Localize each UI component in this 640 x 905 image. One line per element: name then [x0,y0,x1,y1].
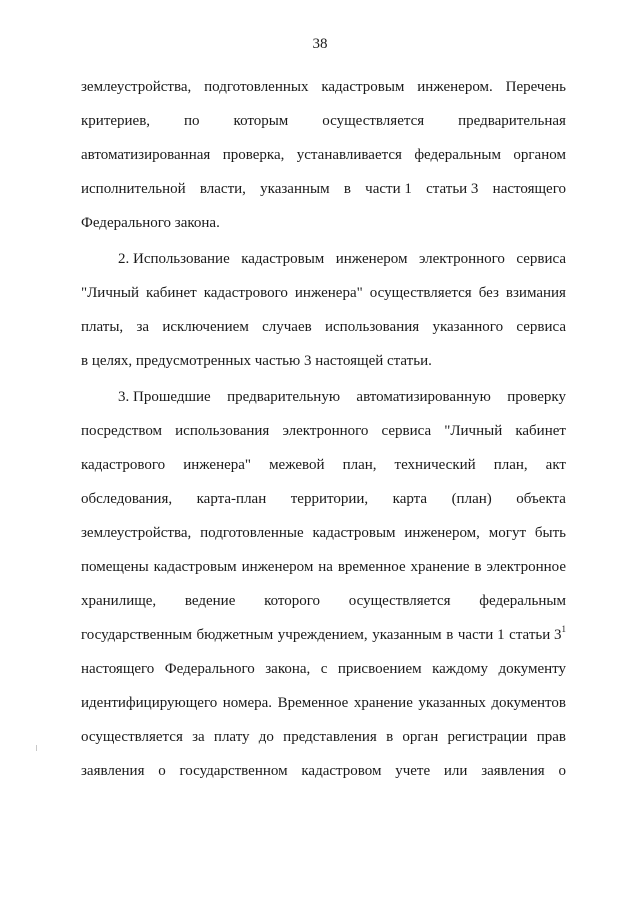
body-text [81,70,566,788]
text-line [81,482,566,516]
word: указанным [372,627,442,643]
word: Перечень [505,79,566,95]
word: план, [493,457,528,473]
word: заявления [81,763,145,779]
word: по [184,113,200,129]
word: статьи $3^1$ [509,624,566,643]
word: настоящего [81,661,155,677]
word: инженером, [404,525,480,541]
word: взимания [505,285,566,301]
word: электронное [486,559,566,575]
text-line [81,380,566,414]
word: электронного [418,251,505,267]
word: федеральным [414,147,501,163]
text-line [81,242,566,276]
word: осуществляется [322,113,425,129]
word: в [446,627,454,643]
footnote-mark: 1 [561,624,566,634]
word: устанавливается [296,147,402,163]
word: хранение [353,695,413,711]
word: присвоением [337,661,422,677]
text-line [81,414,566,448]
word: закона, [265,661,311,677]
text-line [81,550,566,584]
word: электронного [282,423,369,439]
word: подготовленных [204,79,309,95]
word: бюджетным [196,627,274,643]
word: проверку [507,389,566,405]
text-line [81,516,566,550]
word: предварительную [227,389,341,405]
word: указанного [432,319,504,335]
word: межевой [269,457,325,473]
word: использования [324,319,420,335]
word: настоящего [492,181,566,197]
word: документов [491,695,566,711]
word: автоматизированную [356,389,491,405]
word: обследования, [81,491,173,507]
word: документу [498,661,566,677]
word: на [318,559,333,575]
word: сервиса [516,319,566,335]
word: с [320,661,328,677]
word: идентифицирующего [81,695,218,711]
word: могут [488,525,526,541]
word: в [343,181,351,197]
word: каждому [432,661,488,677]
word: власти, [199,181,246,197]
word: части 1 [365,181,412,197]
word: Федерального закона. [81,215,220,231]
word: землеустройства, [81,525,192,541]
word: проверка, [222,147,285,163]
word: государственным [81,627,192,643]
word: орган [402,729,439,745]
word: осуществляется [348,593,451,609]
word: критериев, [81,113,151,129]
word: случаев [262,319,312,335]
word: инженером [241,559,314,575]
word: карта-план [196,491,267,507]
word: кадастровым [312,525,396,541]
word: исключением [162,319,249,335]
word: 3. Прошедшие [118,389,211,405]
text-line [81,618,566,652]
text-line [81,448,566,482]
word: кадастрового [203,285,288,301]
word: указанным [260,181,330,197]
text-line [81,138,566,172]
word: за [136,319,150,335]
word: территории, [290,491,369,507]
text-line [81,720,566,754]
word: учете [395,763,431,779]
paragraph [81,242,566,378]
word: платы, [81,319,124,335]
word: использования [175,423,270,439]
word: инженером [335,251,408,267]
word: акт [545,457,566,473]
word: в [474,559,482,575]
word: органом [513,147,566,163]
margin-mark [36,745,37,751]
word: части 1 [457,627,505,643]
word: сервиса [516,251,566,267]
word: Временное [277,695,349,711]
word: кадастровым [241,251,325,267]
word: до [258,729,274,745]
page-number: 38 [312,36,328,52]
word: кадастровом [301,763,382,779]
word: учреждением, [277,627,368,643]
word: о [158,763,166,779]
word: кадастровым [321,79,405,95]
word: регистрации [447,729,528,745]
word: или [443,763,468,779]
word: о [558,763,566,779]
word: подготовленные [200,525,304,541]
word: ведение [184,593,236,609]
word: статьи 3 [426,181,479,197]
word: указанных [418,695,486,711]
word: быть [534,525,566,541]
word: инженером. [417,79,493,95]
text-line [81,276,566,310]
word: в целях, предусмотренных частью 3 настоящей статьи. [81,353,432,369]
word: помещены [81,559,149,575]
word: кабинет [515,423,566,439]
word: представления [283,729,377,745]
text-line [81,584,566,618]
word: без [478,285,499,301]
word: которым [233,113,289,129]
word: объекта [516,491,566,507]
word: за [192,729,205,745]
word: осуществляется [369,285,472,301]
paragraph [81,70,566,240]
word: федеральным [479,593,566,609]
text-line [81,344,566,378]
word: инженера" [183,457,252,473]
word: осуществляется [81,729,183,745]
text-line [81,104,566,138]
word: государственном [179,763,288,779]
word: автоматизированная [81,147,211,163]
word: кабинет [146,285,197,301]
word: номера. [222,695,273,711]
text-line [81,686,566,720]
word: хранилище, [81,593,157,609]
word: план, [342,457,377,473]
word: исполнительной [81,181,186,197]
word: сервиса [381,423,432,439]
text-line [81,206,566,240]
word: предварительная [458,113,566,129]
word: Федерального [164,661,255,677]
text-line [81,70,566,104]
word: кадастровым [153,559,237,575]
text-line [81,754,566,788]
word: в [386,729,394,745]
word: прав [536,729,566,745]
word: кадастрового [81,457,166,473]
word: (план) [451,491,492,507]
text-line [81,172,566,206]
text-line [81,310,566,344]
paragraph [81,380,566,788]
word: инженера" [294,285,363,301]
word: которого [264,593,321,609]
word: технический [394,457,476,473]
word: плату [213,729,250,745]
word: посредством [81,423,163,439]
word: землеустройства, [81,79,192,95]
word: "Личный [444,423,503,439]
word: заявления [481,763,545,779]
word: 2. Использование [118,251,230,267]
word: карта [392,491,428,507]
word: хранение [410,559,470,575]
word: временное [337,559,406,575]
word: "Личный [81,285,140,301]
text-line [81,652,566,686]
